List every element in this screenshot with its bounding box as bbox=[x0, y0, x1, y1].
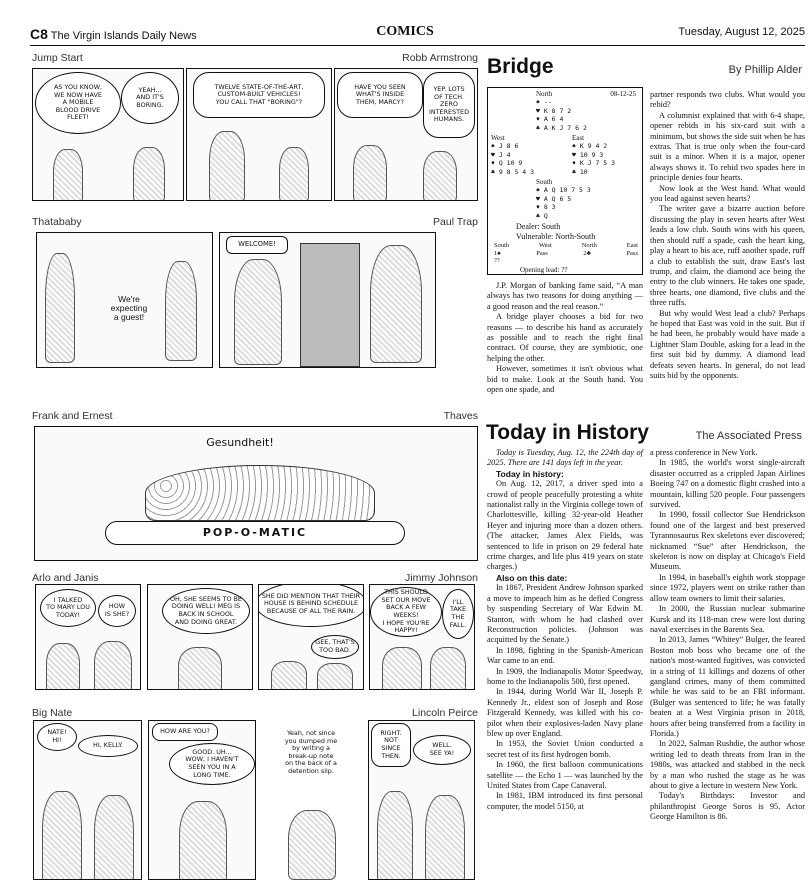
paragraph: A bridge player chooses a bid for two reasons — to describe his hand as accurately as possible and to reach the right final contract. Of course, they are symbiotic, one helping the other. bbox=[487, 312, 643, 363]
paper-name: The Virgin Islands Daily News bbox=[50, 30, 197, 42]
paragraph: In 1981, IBM introduced its first personal computer, the model 5150, at bbox=[487, 791, 643, 811]
hand-label: South bbox=[536, 178, 553, 186]
comic-title: Frank and Ernest bbox=[32, 410, 113, 422]
auction-header: North bbox=[581, 242, 597, 249]
speech-bubble: SHE DID MENTION THAT THEIR HOUSE IS BEHIND SCHEDULE BECAUSE OF ALL THE RAIN. bbox=[258, 584, 364, 627]
comic-title: Arlo and Janis bbox=[32, 572, 99, 584]
character bbox=[271, 661, 307, 690]
comic-panel bbox=[258, 584, 364, 690]
paragraph: In 1898, fighting in the Spanish-American War came to an end. bbox=[487, 645, 643, 666]
character bbox=[382, 647, 422, 690]
bridge-title: Bridge bbox=[487, 55, 554, 78]
paragraph: a press conference in New York. bbox=[650, 448, 758, 457]
comic-strip-frank-and-ernest bbox=[34, 426, 478, 561]
deal-info bbox=[516, 222, 595, 241]
character bbox=[94, 795, 134, 880]
auction-bid: Pass bbox=[536, 249, 548, 257]
hearts: ♥ 10 9 3 bbox=[572, 150, 604, 159]
spades: ♠ J 8 6 bbox=[491, 142, 519, 151]
vulnerability: Vulnerable: North-South bbox=[516, 231, 596, 241]
hearts: ♥ A Q 6 5 bbox=[536, 194, 572, 203]
hand-label: North bbox=[536, 90, 553, 98]
paragraph: In 2013, James “Whitey” Bulger, the feared Boston mob boss who became one of the nation's most-wanted fugitives, was convicted in a string of 11 killings and dozens of other gangland crimes, many of them committed while he was said to be an FBI informant. (Bulger was sentenced to life; he was fatally beaten at a West Virginia prison in 2018, hours after being transferred from a facility in Florida.) bbox=[650, 635, 805, 738]
paragraph: In 1994, in baseball's eighth work stoppage since 1972, players went on strike rather than allow team owners to limit their salaries. bbox=[650, 572, 805, 603]
intro: Today is Tuesday, Aug. 12, the 224th day of 2025. There are 141 days left in the year. bbox=[487, 448, 643, 468]
paragraph: In 1953, the Soviet Union conducted a secret test of its first hydrogen bomb. bbox=[487, 739, 643, 759]
bridge-diagram bbox=[487, 87, 643, 275]
hand-label: East bbox=[572, 134, 585, 142]
auction bbox=[494, 242, 638, 265]
character bbox=[279, 147, 309, 201]
auction-bid: 2♣ bbox=[583, 249, 591, 257]
hearts: ♥ K 8 7 2 bbox=[536, 106, 572, 115]
auction-header: South bbox=[494, 242, 510, 249]
door bbox=[300, 243, 360, 367]
paragraph: In 1867, President Andrew Johnson sparked a move to impeach him as he defied Congress by suspending Secretary of War Edwin M. Stanton, with whom he had clashed over Reconstruction policies. (Johnson was acquitted by the Senate.) bbox=[487, 583, 643, 645]
speech-bubble: GEE, THAT'S TOO BAD. bbox=[311, 635, 359, 659]
character bbox=[178, 647, 222, 690]
dealer: Dealer: South bbox=[516, 222, 561, 231]
comic-panel bbox=[186, 68, 332, 201]
diamonds: ♦ K J 7 5 3 bbox=[572, 159, 616, 168]
character bbox=[179, 801, 227, 880]
character bbox=[94, 641, 132, 690]
character bbox=[209, 131, 245, 201]
character bbox=[42, 791, 82, 880]
section-title: COMICS bbox=[376, 24, 434, 39]
character bbox=[45, 253, 75, 363]
speech-bubble: WELCOME! bbox=[226, 236, 288, 254]
paragraph: But why would West lead a club? Perhaps he hoped that East was void in the suit. But if he had been, he probably would have made a Lightner Slam Double, asking for a lead in the first suit bid by dummy. A diamond lead defeats seven hearts. In general, do not lead suits bid by the opponents. bbox=[650, 308, 805, 380]
bridge-column-2 bbox=[650, 90, 805, 381]
comic-panel bbox=[148, 720, 256, 880]
character bbox=[133, 147, 165, 201]
comic-author: Paul Trap bbox=[433, 216, 478, 228]
caption: We're expecting a guest! bbox=[110, 294, 148, 322]
speech-bubble: OH, SHE SEEMS TO BE DOING WELL! MEG IS BACK IN SCHOOL AND DOING GREAT. bbox=[162, 588, 250, 634]
character bbox=[53, 149, 83, 201]
page-number: C8 bbox=[30, 26, 48, 42]
machine-sign: POP-O-MATIC bbox=[105, 521, 405, 545]
comic-panel bbox=[32, 68, 184, 201]
comic-author: Jimmy Johnson bbox=[405, 572, 478, 584]
speech-bubble: HOW IS SHE? bbox=[98, 595, 136, 627]
comic-author: Lincoln Peirce bbox=[412, 707, 478, 719]
comic-panel bbox=[369, 584, 475, 690]
spades: ♠ A Q 10 7 5 3 bbox=[536, 186, 591, 195]
speech-bubble: NATE! HI! bbox=[37, 723, 77, 751]
paragraph: In 1944, during World War II, Joseph P. Kennedy Jr., eldest son of Joseph and Rose Fitzgerald Kennedy, was killed with his co-pilot when their explosives-laden Navy plane blew up over England. bbox=[487, 687, 643, 738]
paragraph: In 2000, the Russian nuclear submarine Kursk and its 118-man crew were lost during naval exercises in the Barents Sea. bbox=[650, 604, 805, 634]
speech-bubble: WELL. SEE YA! bbox=[413, 735, 471, 765]
character bbox=[288, 810, 336, 880]
page-header-left bbox=[30, 26, 197, 44]
speech-bubble: I'LL TAKE THE FALL. bbox=[442, 589, 474, 639]
auction-bid: Pass bbox=[626, 249, 638, 257]
speech-text: Gesundheit! bbox=[206, 436, 274, 449]
hand-label: West bbox=[491, 134, 505, 142]
speech-bubble: HOW ARE YOU? bbox=[152, 723, 218, 741]
south-hand bbox=[536, 178, 591, 220]
paragraph: Now look at the West hand. What would you lead against seven hearts? bbox=[650, 183, 805, 204]
character bbox=[234, 259, 282, 365]
comic-title: Big Nate bbox=[32, 707, 73, 719]
paragraph: A columnist explained that with 6-4 shape, opener rebids in his six-card suit with a minimum, but shows the side suit when he has extras. That is true only when the four-card suit is a minor. When it is a major, opener always shows it. To rebid two spades here in principle denies four hearts. bbox=[650, 110, 805, 183]
speech-bubble: YEP. LOTS OF TECH. ZERO INTERESTED HUMANS. bbox=[423, 72, 475, 138]
speech-bubble: HI, KELLY. bbox=[78, 735, 138, 757]
diamonds: ♦ A 6 4 bbox=[536, 115, 564, 124]
east-hand bbox=[572, 134, 615, 176]
paragraph: The writer gave a bizarre auction before discussing the play in seven hearts after West leads a low club. South wins with his queen, then should ruff a spade, cash the heart king, play a heart to his ace, ruff another spade, ruff a club to establish the suit, draw East's last trump, and claim, the diamond ace being the entry to the club winners. He takes one spade, three hearts, one diamond, five clubs and the three ruffs. bbox=[650, 204, 805, 308]
history-column-2 bbox=[650, 448, 805, 823]
paragraph: In 1909, the Indianapolis Motor Speedway, home to the Indianapolis 500, first opened. bbox=[487, 666, 643, 686]
comic-title: Jump Start bbox=[32, 52, 83, 64]
speech-bubble: RIGHT. NOT SINCE THEN. bbox=[371, 723, 411, 767]
subheading: Also on this date: bbox=[496, 572, 568, 583]
comic-panel bbox=[147, 584, 253, 690]
speech-text: Yeah, not since you dumped me by writing a break-up note on the back of a detention slip. bbox=[284, 729, 338, 775]
comic-panel bbox=[219, 232, 436, 368]
diamonds: ♦ 8 3 bbox=[536, 203, 556, 212]
character bbox=[423, 151, 457, 201]
paragraph: In 1990, fossil collector Sue Hendrickson found one of the largest and best preserved Tyrannosaurus Rex skeletons ever discovered; nicknamed “Sue” after Hendrickson, the skeleton is now on display at Chicago's Field Museum. bbox=[650, 510, 805, 572]
comic-panel bbox=[334, 68, 478, 201]
comic-title: Thatababy bbox=[32, 216, 82, 228]
paragraph: On Aug. 12, 2017, a driver sped into a crowd of people peacefully protesting a white nationalist rally in the Virginia college town of Charlottesville, killing 32-year-old Heather Heyer and injuring more than a dozen others. (The attacker, James Alex Fields, was sentenced to life in prison on 29 federal hate crime charges, and life plus 419 years on state charges.) bbox=[487, 479, 643, 572]
auction-bid: ?? bbox=[494, 257, 500, 265]
character bbox=[353, 145, 387, 201]
subheading: Today in history: bbox=[496, 468, 564, 479]
character bbox=[425, 795, 465, 880]
paragraph: partner responds two clubs. What would you rebid? bbox=[650, 90, 805, 110]
paragraph: Today's Birthdays: Investor and philanthropist George Soros is 95. Actor George Hamilton is 86. bbox=[650, 791, 805, 822]
speech-bubble: GOOD. UH... WOW, I HAVEN'T SEEN YOU IN A LONG TIME. bbox=[169, 743, 255, 785]
paragraph: However, sometimes it isn't obvious what bid to make. Look at the South hand. You open one spade, and bbox=[487, 364, 643, 395]
comic-author: Thaves bbox=[443, 410, 478, 422]
comic-panel bbox=[33, 720, 142, 880]
speech-bubble: THIS SHOULD SET OUR MOVE BACK A FEW WEEKS! I HOPE YOU'RE HAPPY! bbox=[370, 587, 442, 637]
auction-header: West bbox=[539, 242, 552, 249]
speech-bubble: HAVE YOU SEEN WHAT'S INSIDE THEM, MARCY? bbox=[337, 72, 423, 118]
speech-bubble: AS YOU KNOW, WE NOW HAVE A MOBILE BLOOD DRIVE FLEET! bbox=[35, 72, 121, 134]
history-column-1 bbox=[487, 448, 643, 812]
character bbox=[46, 643, 80, 690]
auction-header: East bbox=[626, 242, 638, 249]
spades: ♠ K 9 4 2 bbox=[572, 142, 608, 151]
page-date: Tuesday, August 12, 2025 bbox=[678, 26, 805, 38]
speech-bubble: I TALKED TO MARY LOU TODAY! bbox=[40, 589, 96, 627]
spades: ♠ -- bbox=[536, 98, 552, 107]
clubs: ♣ 9 8 5 4 3 bbox=[491, 167, 535, 176]
character bbox=[377, 791, 413, 880]
history-title: Today in History bbox=[486, 421, 649, 444]
diamonds: ♦ Q 10 9 bbox=[491, 159, 523, 168]
comic-panel bbox=[36, 232, 213, 368]
character bbox=[317, 663, 353, 690]
character bbox=[370, 245, 422, 363]
hearts: ♥ J 4 bbox=[491, 150, 511, 159]
speech-bubble: YEAH... AND IT'S BORING. bbox=[121, 72, 179, 124]
clubs: ♣ A K J 7 6 2 bbox=[536, 123, 587, 132]
deal-date: 08-12-25 bbox=[610, 90, 636, 98]
clubs: ♣ Q bbox=[536, 211, 548, 220]
clubs: ♣ 10 bbox=[572, 167, 588, 176]
comic-panel bbox=[35, 584, 141, 690]
comic-author: Robb Armstrong bbox=[402, 52, 478, 64]
paragraph: In 1985, the world's worst single-aircraft disaster occurred as a crippled Japan Airlines Boeing 747 on a domestic flight crashed into a mountain, killing 520 people. Four passengers survived. bbox=[650, 458, 805, 510]
paragraph: In 2022, Salman Rushdie, the author whose writing led to death threats from Iran in the 1980s, was attacked and stabbed in the neck by a man who rushed the stage as he was about to give a lecture in western New York. bbox=[650, 739, 805, 790]
character bbox=[165, 261, 197, 361]
comic-panel bbox=[368, 720, 475, 880]
history-byline: The Associated Press bbox=[695, 430, 802, 442]
auction-bid: 1♠ bbox=[494, 249, 501, 257]
paragraph: J.P. Morgan of banking fame said, “A man always has two reasons for doing anything — a good reason and the real reason.” bbox=[487, 281, 643, 311]
opening-lead: Opening lead: ?? bbox=[520, 266, 568, 274]
bridge-column-1 bbox=[487, 281, 643, 395]
popcorn-pile bbox=[145, 465, 375, 521]
west-hand bbox=[491, 134, 534, 176]
paragraph: In 1960, the first balloon communications satellite — the Echo 1 — was launched by the United States from Cape Canaveral. bbox=[487, 760, 643, 790]
character bbox=[430, 647, 466, 690]
comic-panel bbox=[258, 720, 366, 880]
speech-bubble: TWELVE STATE-OF-THE-ART, CUSTOM-BUILT VEHICLES! YOU CALL THAT "BORING"? bbox=[193, 72, 325, 118]
north-hand bbox=[536, 90, 587, 132]
bridge-byline: By Phillip Alder bbox=[728, 64, 802, 76]
header-rule bbox=[30, 45, 805, 46]
